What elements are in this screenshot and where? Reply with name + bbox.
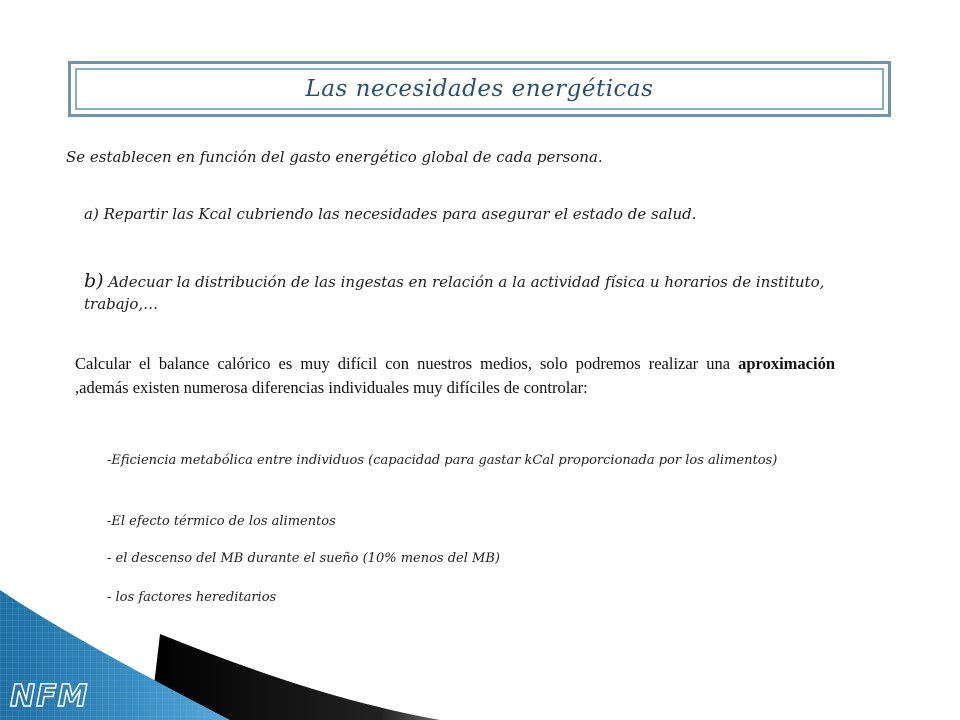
item-b-text (84, 270, 844, 315)
item-b-rest: Adecuar la distribución de las ingestas en relación a la actividad física u horarios de instituto, trabajo,… (84, 273, 825, 313)
factor-item: - el descenso del MB durante el sueño (10% menos del MB) (107, 551, 500, 566)
paragraph-bold: aproximación (738, 354, 835, 373)
item-b-lead: b) (84, 270, 104, 292)
balance-paragraph (75, 352, 835, 400)
nfm-logo: NFM (10, 679, 89, 714)
factor-item: -Eficiencia metabólica entre individuos (capacidad para gastar kCal proporcionada por los alimentos) (107, 453, 778, 468)
paragraph-part2: ,además existen numerosa diferencias individuales muy difíciles de controlar: (75, 378, 588, 397)
paragraph-part1: Calcular el balance calórico es muy difícil con nuestros medios, solo podremos realizar una (75, 354, 739, 373)
item-a-text: a) Repartir las Kcal cubriendo las necesidades para asegurar el estado de salud. (84, 205, 697, 223)
factor-item: - los factores hereditarios (107, 590, 277, 605)
title-frame (68, 61, 891, 117)
title-inner-border (75, 68, 884, 110)
factor-item: -El efecto térmico de los alimentos (107, 514, 336, 529)
slide-title: Las necesidades energéticas (305, 76, 654, 102)
intro-text: Se establecen en función del gasto energético global de cada persona. (66, 148, 603, 166)
